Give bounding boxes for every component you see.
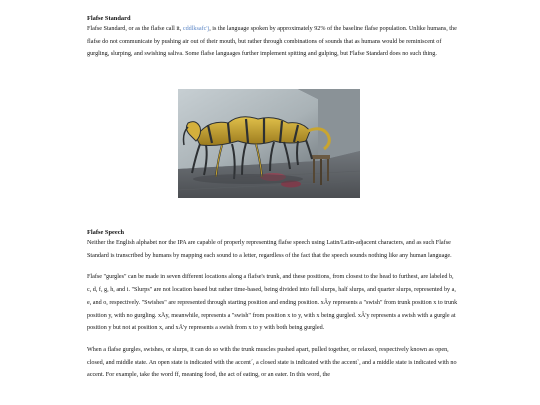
section-flafse-standard <box>87 15 459 61</box>
paragraph <box>87 23 459 61</box>
creature-illustration <box>178 89 360 198</box>
section-flafse-speech <box>87 229 459 382</box>
paragraph: Flafse "gurgles" can be made in seven different locations along a flafse's trunk, and these positions, from closest to the head to furthest, are labeled b, c, d, f, g, h, and i. "Slurps" are not location based but rather time-based, being divided into full slurps, half slurps, and quarter slurps, represented by a, e, and o, respectively. "Swishes" are represented through starting position and ending position. xÂy represents a "swish" from trunk position x to trunk position y, with no gurgling. xÄy, meanwhile, represents a "swish" from position x to y, with x being gurgled. xÂ'y represents a swish with a gurgle at position y but not at position x, and xÄ'y represents a swish from x to y with both being gurgled. <box>87 274 458 332</box>
section-heading: Flafse Speech <box>87 229 125 236</box>
paragraph: Neither the English alphabet nor the IPA are capable of properly representing flafse speech using Latin/Latin-adjacent characters, and as such Flafse Standard is transcribed by humans by mapping each sound to a letter, regardless of the fact that the speech sounds nothing like any human language. <box>87 240 452 259</box>
paragraph: When a flafse gurgles, swishes, or slurps, it can do so with the trunk muscles pushed apart, pulled together, or relaxed, respectively known as open, closed, and middle state. An open state is indicated with the accent´, a closed state is indicated with the accent`, and a middle state is indicated with no accent. For example, take the word ff, meaning food, the act of eating, or an eater. In this word, the <box>87 346 457 379</box>
section-heading: Flafse Standard <box>87 15 131 22</box>
native-name-link[interactable]: cddlksafc'j <box>182 26 210 32</box>
creature-illustration-svg <box>178 89 360 198</box>
paragraph-text: Flafse Standard, or as the flafse call it, <box>87 26 183 32</box>
paragraph-text: , is the language spoken by approximately 92% of the baseline flafse population. Unlike humans, the flafse do not communicate by pushing air out of their mouth, but rather through combinations of sounds that as humans would be reminiscent of gurgling, slurping, and swishing saliva. Some flafse languages further implement spitting and gulping, but Flafse Standard does no such thing. <box>87 26 457 58</box>
